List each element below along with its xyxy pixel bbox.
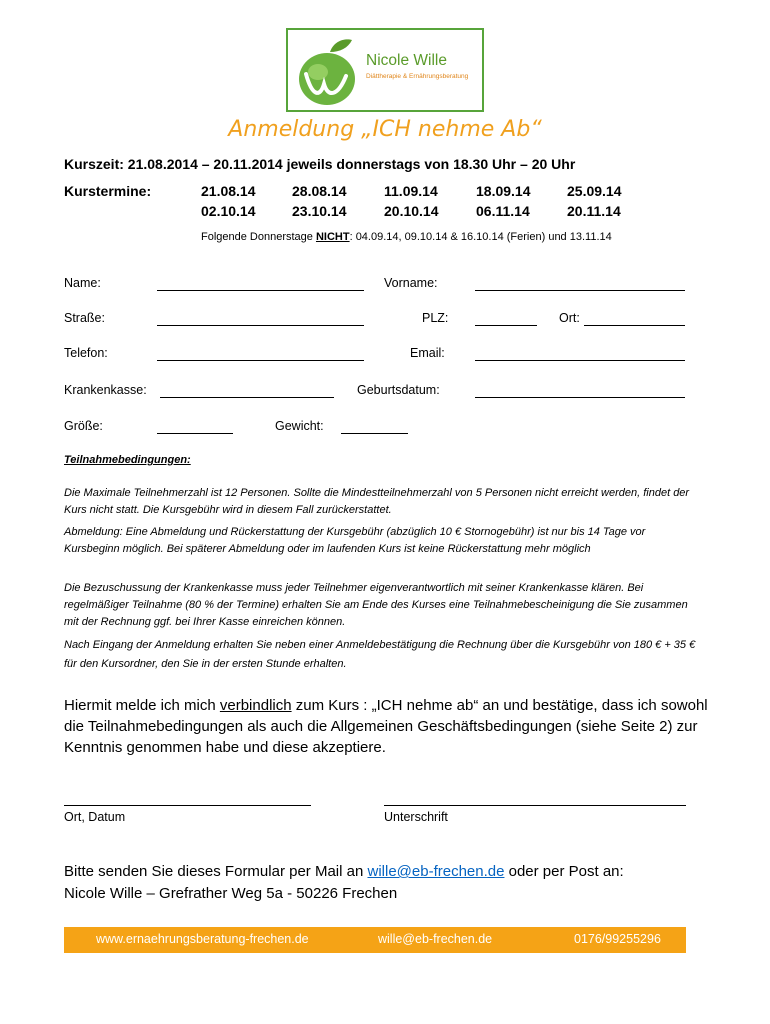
kurstermine-label: Kurstermine: — [64, 183, 152, 199]
gewicht-label: Gewicht: — [275, 419, 324, 433]
declaration-text — [64, 695, 714, 758]
conditions-paragraph: Nach Eingang der Anmeldung erhalten Sie neben einer Anmeldebestätigung die Rechnung über die Kursgebühr von 180 € + 35 € für den Kursordner, den Sie in der ersten Stunde erhalten. — [64, 639, 696, 670]
vorname-label: Vorname: — [384, 276, 438, 290]
termin-date: 21.08.14 — [201, 183, 256, 199]
termin-date: 18.09.14 — [476, 183, 531, 199]
conditions-paragraph: Die Bezuschussung der Krankenkasse muss jeder Teilnehmer eigenverantwortlich mit seiner Krankenkasse klären. Bei regelmäßiger Teilnahme (80 % der Termine) erhalten Sie am Ende des Kurses eine Teilnahmebescheinigung die Sie zusammen mit der Rechnung ggf. bei Ihrer Kasse einreichen können. — [64, 582, 688, 628]
ort-datum-label: Ort, Datum — [64, 810, 126, 824]
termin-date: 20.11.14 — [567, 203, 621, 219]
name-label: Name: — [64, 276, 101, 290]
gewicht-field[interactable] — [341, 433, 408, 434]
termin-date: 11.09.14 — [384, 183, 438, 199]
groesse-label: Größe: — [64, 419, 103, 433]
logo-name: Nicole Wille — [366, 52, 447, 69]
logo-subtitle: Diättherapie & Ernährungsberatung — [366, 73, 469, 80]
krankenkasse-label: Krankenkasse: — [64, 383, 147, 397]
krankenkasse-field[interactable] — [160, 397, 334, 398]
footer-website[interactable]: www.ernaehrungsberatung-frechen.de — [96, 932, 309, 946]
telefon-field[interactable] — [157, 360, 364, 361]
geburtsdatum-label: Geburtsdatum: — [357, 383, 440, 397]
ort-datum-field[interactable] — [64, 805, 311, 806]
strasse-field[interactable] — [157, 325, 364, 326]
page-title: Anmeldung „ICH nehme Ab“ — [228, 117, 542, 142]
ferien-note-nicht: NICHT — [315, 231, 350, 243]
postal-address: Nicole Wille – Grefrather Weg 5a - 50226 Frechen — [64, 885, 398, 902]
termin-date: 23.10.14 — [292, 203, 347, 219]
send-pre: Bitte senden Sie dieses Formular per Mail an — [64, 863, 368, 880]
declaration-post: zum Kurs : „ICH nehme ab“ an und bestätige, dass ich sowohl die Teilnahmebedingungen als auch die Allgemeinen Geschäftsbedingungen (siehe Seite 2) zur Kenntnis genommen habe und diese akzeptiere. — [64, 697, 708, 756]
name-field[interactable] — [157, 290, 364, 291]
vorname-field[interactable] — [475, 290, 685, 291]
plz-label: PLZ: — [422, 311, 449, 325]
groesse-field[interactable] — [157, 433, 233, 434]
email-field[interactable] — [475, 360, 685, 361]
unterschrift-label: Unterschrift — [384, 810, 448, 824]
apple-logo-icon — [294, 34, 360, 108]
email-label: Email: — [410, 346, 445, 360]
termin-date: 02.10.14 — [201, 203, 256, 219]
unterschrift-field[interactable] — [384, 805, 686, 806]
footer-email[interactable]: wille@eb-frechen.de — [378, 932, 493, 946]
conditions-heading: Teilnahmebedingungen: — [64, 454, 191, 466]
termin-date: 28.08.14 — [292, 183, 347, 199]
email-link[interactable]: wille@eb-frechen.de — [367, 863, 505, 880]
strasse-label: Straße: — [64, 311, 105, 325]
termin-date: 25.09.14 — [567, 183, 622, 199]
declaration-verbindlich: verbindlich — [219, 697, 292, 714]
ort-field[interactable] — [584, 325, 685, 326]
ferien-note-prefix: Folgende Donnerstage — [201, 231, 316, 243]
conditions-paragraph: Die Maximale Teilnehmerzahl ist 12 Personen. Sollte die Mindestteilnehmerzahl von 5 Personen nicht erreicht werden, findet der Kurs nicht statt. Die Kursgebühr wird in diesem Fall zurückerstattet. — [64, 487, 690, 516]
send-post: oder per Post an: — [504, 863, 624, 880]
plz-field[interactable] — [475, 325, 537, 326]
ferien-note — [201, 231, 612, 243]
footer-bar — [64, 927, 686, 953]
declaration-pre: Hiermit melde ich mich — [64, 697, 220, 714]
ferien-note-suffix: : 04.09.14, 09.10.14 & 16.10.14 (Ferien) und 13.11.14 — [349, 231, 612, 243]
geburtsdatum-field[interactable] — [475, 397, 685, 398]
telefon-label: Telefon: — [64, 346, 108, 360]
logo — [286, 28, 484, 112]
termin-date: 20.10.14 — [384, 203, 439, 219]
kurszeit-line: Kurszeit: 21.08.2014 – 20.11.2014 jeweils donnerstags von 18.30 Uhr – 20 Uhr — [64, 156, 576, 172]
ort-label: Ort: — [559, 311, 580, 325]
termin-date: 06.11.14 — [476, 203, 530, 219]
footer-phone: 0176/99255296 — [574, 932, 661, 946]
conditions-paragraph: Abmeldung: Eine Abmeldung und Rückerstattung der Kursgebühr (abzüglich 10 € Stornogebühr) ist nur bis 14 Tage vor Kursbeginn möglich. Bei späterer Abmeldung oder im laufenden Kurs ist keine Rückerstattung mehr möglich — [64, 526, 646, 555]
send-instructions — [64, 863, 624, 880]
